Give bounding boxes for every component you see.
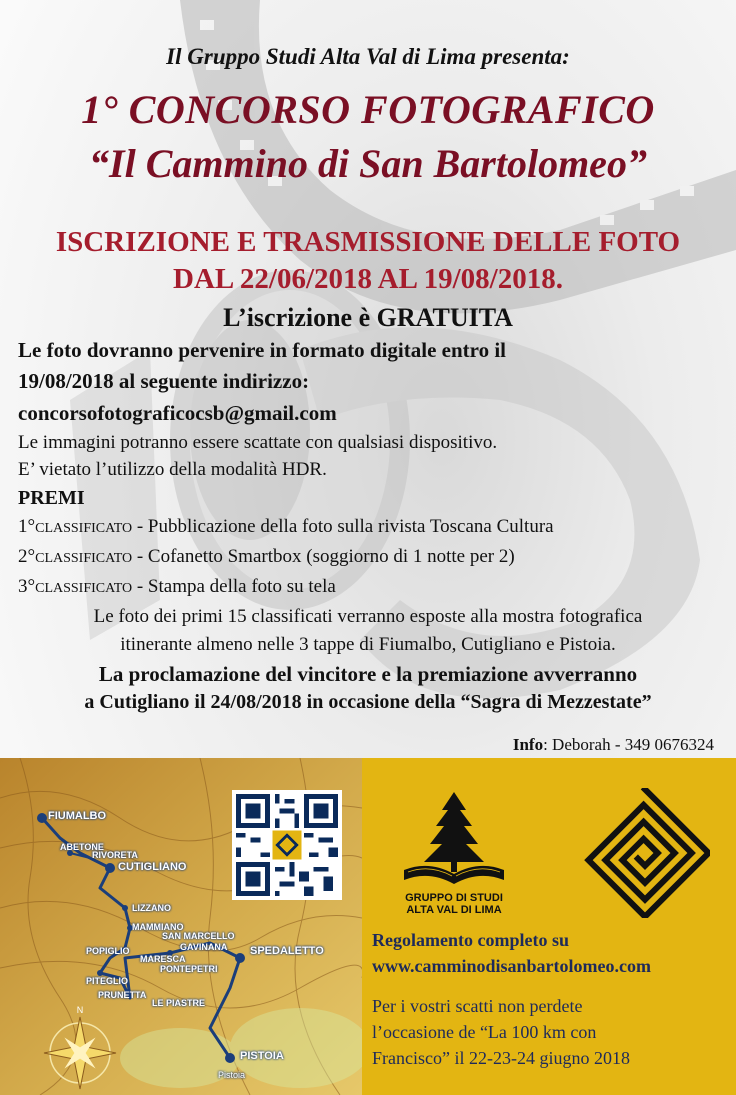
- prize-third: [18, 576, 336, 598]
- prize-place: 1°: [18, 516, 36, 537]
- qr-code[interactable]: [232, 790, 342, 900]
- info-panel: [362, 758, 736, 1095]
- prize-second: [18, 546, 515, 568]
- map-label-le-piastre: LE PIASTRE: [152, 998, 206, 1008]
- map-label-pistoia: PISTOIA: [240, 1050, 284, 1062]
- prize-label: CLASSIFICATO: [35, 581, 133, 596]
- registration-dates: DAL 22/06/2018 AL 19/08/2018.: [173, 263, 563, 295]
- hdr-note: E’ vietato l’utilizzo della modalità HDR.: [18, 459, 327, 480]
- prize-label: CLASSIFICATO: [35, 521, 133, 536]
- contest-subtitle: “Il Cammino di San Bartolomeo”: [89, 141, 647, 186]
- map-label-maresca: MARESCA: [140, 954, 186, 964]
- map-label-spedaletto: SPEDALETTO: [250, 945, 324, 957]
- prize-text: - Cofanetto Smartbox (soggiorno di 1 notte per 2): [132, 546, 515, 567]
- qr-pattern: [236, 794, 338, 896]
- prizes-heading: PREMI: [18, 487, 85, 509]
- tree-book-icon: [384, 790, 524, 885]
- registration-heading: ISCRIZIONE E TRASMISSIONE DELLE FOTO: [55, 226, 681, 258]
- info-contact-1: [513, 735, 714, 755]
- map-label-san-marcello: SAN MARCELLO: [162, 931, 235, 941]
- map-label-mammiano: MAMMIANO: [132, 922, 184, 932]
- map-label-piteglio: PITEGLIO: [86, 976, 129, 986]
- map-label-rivoreta: RIVORETA: [92, 850, 138, 860]
- device-note: Le immagini potranno essere scattate con qualsiasi dispositivo.: [18, 432, 498, 453]
- org-name-line-1: GRUPPO DI STUDI: [405, 892, 503, 904]
- promo-line-1: Per i vostri scatti non perdete: [372, 996, 583, 1016]
- org-logo: [384, 790, 524, 915]
- info-deborah: : Deborah - 349 0676324: [543, 735, 714, 754]
- map-label-gavinana: GAVINANA: [180, 942, 228, 952]
- promo-line-3: Francisco” il 22-23-24 giugno 2018: [372, 1048, 630, 1068]
- prize-first: [18, 516, 554, 538]
- map-label-cutigliano: CUTIGLIANO: [118, 861, 187, 873]
- regulation-url[interactable]: www.camminodisanbartolomeo.com: [372, 956, 651, 976]
- prize-place: 2°: [18, 546, 36, 567]
- contest-title: 1° CONCORSO FOTOGRAFICO: [81, 87, 655, 132]
- prize-text: - Stampa della foto su tela: [132, 576, 336, 597]
- exhibition-line-1: Le foto dei primi 15 classificati verranno esposte alla mostra fotografica: [93, 606, 643, 627]
- spiral-logo-icon: [580, 788, 710, 918]
- map-label-lizzano: LIZZANO: [132, 903, 171, 913]
- presenter-line: Il Gruppo Studi Alta Val di Lima presenta:: [166, 44, 570, 69]
- deadline-line-1: Le foto dovranno pervenire in formato digitale entro il: [18, 338, 507, 362]
- map-label-pontepetri: PONTEPETRI: [160, 964, 218, 974]
- ceremony-line-1: La proclamazione del vincitore e la premiazione avverranno: [98, 662, 638, 686]
- regulation-line-1: Regolamento completo su: [372, 930, 569, 950]
- map-label-fiumalbo: FIUMALBO: [48, 810, 107, 822]
- free-registration-note: L’iscrizione è GRATUITA: [223, 303, 513, 332]
- deadline-line-2: 19/08/2018 al seguente indirizzo:: [18, 369, 310, 393]
- exhibition-line-2: itinerante almeno nelle 3 tappe di Fiumalbo, Cutigliano e Pistoia.: [120, 634, 616, 655]
- prize-label: CLASSIFICATO: [35, 551, 133, 566]
- ceremony-line-2: a Cutigliano il 24/08/2018 in occasione della “Sagra di Mezzestate”: [84, 691, 652, 713]
- prize-place: 3°: [18, 576, 36, 597]
- promo-line-2: l’occasione de “La 100 km con: [372, 1022, 597, 1042]
- map-label-popiglio: POPIGLIO: [86, 946, 130, 956]
- map-label-prunetta: PRUNETTA: [98, 990, 147, 1000]
- info-label: Info: [512, 735, 544, 754]
- map-label-abetone: ABETONE: [60, 842, 104, 852]
- map-label-pistoia-small: Pistoia: [218, 1070, 246, 1080]
- prize-text: - Pubblicazione della foto sulla rivista Toscana Cultura: [132, 516, 554, 537]
- contact-email[interactable]: concorsofotograficocsb@gmail.com: [18, 401, 337, 425]
- svg-text:N: N: [76, 1005, 84, 1015]
- org-name-line-2: ALTA VAL DI LIMA: [406, 904, 502, 916]
- route-map: [0, 758, 362, 1095]
